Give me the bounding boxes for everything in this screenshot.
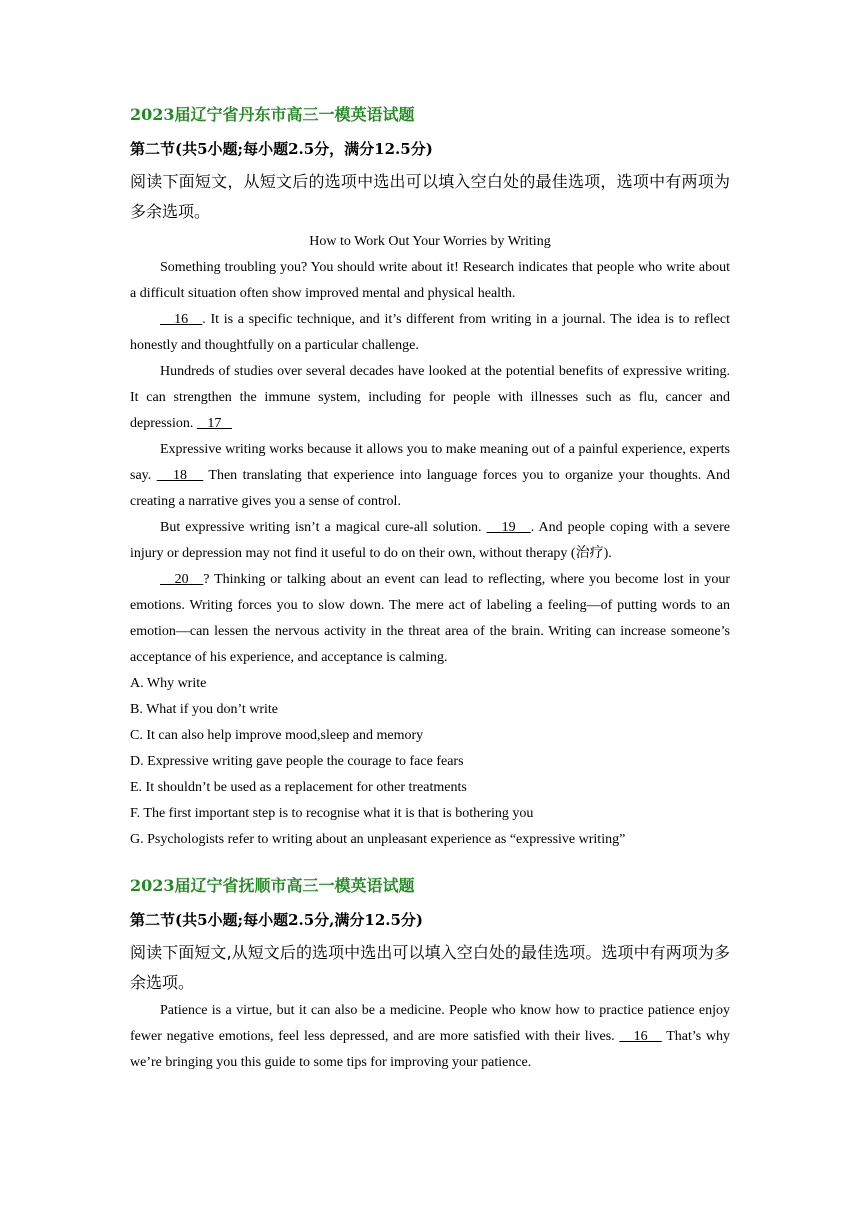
- paragraph-3-text: Hundreds of studies over several decades have looked at the potential benefits of expressive writing. It can strengthen the immune system, including for people with illnesses such as flu, cancer and depression.: [130, 364, 730, 431]
- section2-title: 2023届辽宁省抚顺市高三一模英语试题: [130, 876, 415, 895]
- blank-number: 16: [633, 1029, 648, 1044]
- blank-17: [197, 416, 232, 431]
- paragraph-4-text-a: Expressive writing works because it allows you to make meaning out of a painful experience, experts say.: [130, 442, 730, 483]
- section2-paragraph-1-text-b: That’s why we’re bringing you this guide to some tips for improving your patience.: [130, 1029, 731, 1070]
- paragraph-6: [130, 567, 730, 671]
- paragraph-2-text: . It is a specific technique, and it’s different from writing in a journal. The idea is to reflect honestly and thoughtfully on a particular challenge.: [130, 312, 731, 353]
- paragraph-6-text: ? Thinking or talking about an event can lead to reflecting, where you become lost in your emotions. Writing forces you to slow down. The mere act of labeling a feeling—of putting words to an emotion—can lessen the nervous activity in the threat area of the brain. Writing can increase someone’s acceptance of his experience, and acceptance is calming.: [130, 572, 730, 665]
- passage-title: How to Work Out Your Worries by Writing: [309, 234, 551, 249]
- blank-number: 19: [501, 520, 516, 535]
- blank-number: 20: [174, 572, 189, 587]
- section2-instruction: 阅读下面短文,从短文后的选项中选出可以填入空白处的最佳选项。选项中有两项为多余选项。: [130, 943, 730, 992]
- section2-paragraph-1: [130, 998, 730, 1076]
- blank-number: 16: [174, 312, 189, 327]
- paragraph-2: [130, 307, 730, 359]
- option-e: E. It shouldn’t be used as a replacement for other treatments: [130, 780, 467, 795]
- paragraph-3: [130, 359, 730, 437]
- document-page: [130, 102, 730, 1076]
- option-c: C. It can also help improve mood,sleep and memory: [130, 728, 424, 743]
- paragraph-5: [130, 515, 730, 567]
- blank-18: [157, 468, 204, 483]
- section-gap: [130, 853, 730, 873]
- option-f: F. The first important step is to recognise what it is that is bothering you: [130, 806, 534, 821]
- blank-number: 17: [207, 416, 222, 431]
- option-g: G. Psychologists refer to writing about an unpleasant experience as “expressive writing”: [130, 832, 626, 847]
- paragraph-1: Something troubling you? You should write about it! Research indicates that people who write about a difficult situation often show improved mental and physical health.: [130, 260, 730, 301]
- paragraph-5-text-a: But expressive writing isn’t a magical cure-all solution.: [160, 520, 482, 535]
- option-d: D. Expressive writing gave people the courage to face fears: [130, 754, 464, 769]
- section1-title: 2023届辽宁省丹东市高三一模英语试题: [130, 105, 415, 124]
- blank-number: 18: [172, 468, 187, 483]
- option-a: A. Why write: [130, 676, 207, 691]
- option-b: B. What if you don’t write: [130, 702, 279, 717]
- paragraph-5-text-b: . And people coping with a severe injury or depression may not find it useful to do on their own, without therapy (治疗).: [130, 520, 731, 561]
- section1-instruction: 阅读下面短文，从短文后的选项中选出可以填入空白处的最佳选项，选项中有两项为多余选项。: [130, 172, 730, 221]
- blank-20: [160, 572, 203, 587]
- section2-blank-16: [619, 1029, 661, 1044]
- section2-paragraph-1-text: Patience is a virtue, but it can also be a medicine. People who know how to practice patience enjoy fewer negative emotions, feel less depressed, and are more satisfied with their lives.: [130, 1003, 730, 1044]
- section1-part-heading: 第二节(共5小题;每小题2.5分，满分12.5分): [130, 140, 433, 158]
- paragraph-4: [130, 437, 730, 515]
- blank-16: [160, 312, 202, 327]
- paragraph-4-text-b: Then translating that experience into language forces you to organize your thoughts. And creating a narrative gives you a sense of control.: [130, 468, 730, 509]
- section2-part-heading: 第二节(共5小题;每小题2.5分,满分12.5分): [130, 911, 424, 929]
- blank-19: [487, 520, 531, 535]
